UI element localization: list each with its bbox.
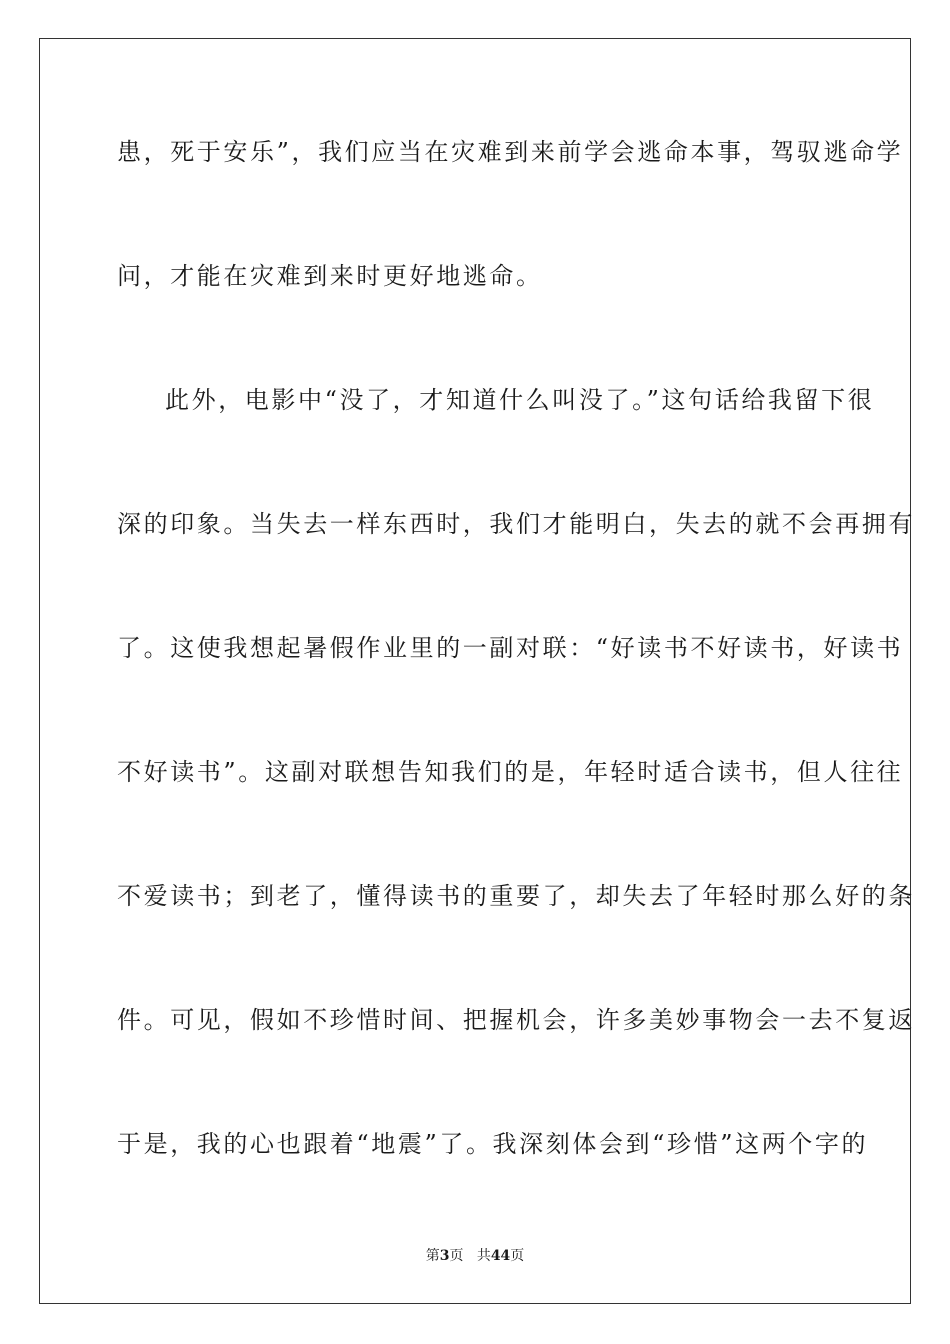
page-suffix: 页 <box>449 1248 464 1264</box>
page-total: 44 <box>490 1248 511 1264</box>
body-line-8: 件。可见，假如不珍惜时间、把握机会，许多美妙事物会一去不复返 <box>117 1006 915 1034</box>
body-line-2: 问，才能在灾难到来时更好地逃命。 <box>117 262 543 290</box>
page-footer <box>0 1247 950 1265</box>
total-prefix: 共 <box>476 1248 491 1264</box>
body-line-4: 深的印象。当失去一样东西时，我们才能明白，失去的就不会再拥有 <box>117 510 915 538</box>
body-line-3: 此外，电影中“没了，才知道什么叫没了。”这句话给我留下很 <box>165 386 875 414</box>
total-suffix: 页 <box>510 1248 525 1264</box>
body-line-5: 了。这使我想起暑假作业里的一副对联：“好读书不好读书，好读书 <box>117 634 904 662</box>
page-prefix: 第 <box>425 1248 440 1264</box>
body-line-9: 于是，我的心也跟着“地震”了。我深刻体会到“珍惜”这两个字的 <box>117 1130 869 1158</box>
page-current: 3 <box>439 1248 450 1264</box>
body-line-1: 患，死于安乐”，我们应当在灾难到来前学会逃命本事，驾驭逃命学 <box>117 138 904 166</box>
body-line-6: 不好读书”。这副对联想告知我们的是，年轻时适合读书，但人往往 <box>117 758 904 786</box>
body-line-7: 不爱读书；到老了，懂得读书的重要了，却失去了年轻时那么好的条 <box>117 882 915 910</box>
page-border <box>39 38 915 1304</box>
